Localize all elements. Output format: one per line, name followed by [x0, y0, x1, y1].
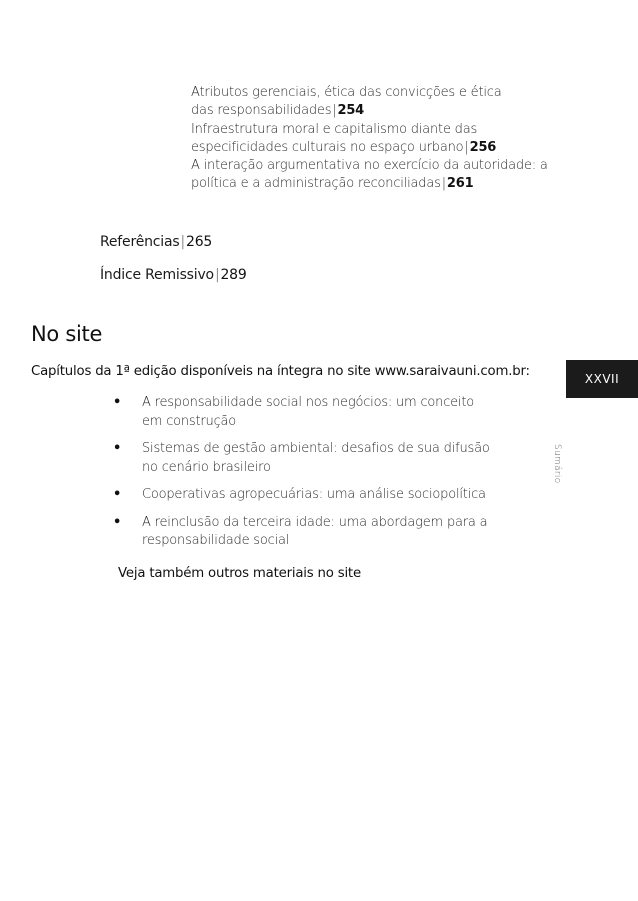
- toc-subentry-line: política e a administração reconciliadas: [191, 176, 441, 192]
- list-item: • Cooperativas agropecuárias: uma análise sociopolítica: [111, 486, 491, 505]
- page-number: 265: [185, 234, 213, 250]
- page-number-tab-label: XXVII: [584, 372, 620, 386]
- chapter-list: [111, 394, 491, 560]
- toc-subentry-line: das responsabilidades: [191, 103, 332, 119]
- toc-entry-label: Índice Remissivo: [100, 267, 214, 283]
- section-title: No site: [31, 322, 103, 346]
- toc-subentries: [191, 84, 551, 194]
- toc-subentry: A interação argumentativa no exercício da autoridade: a política e a administração reconciliadas|261: [191, 158, 548, 192]
- page-number: 261: [446, 176, 474, 192]
- page-number: 289: [220, 267, 247, 283]
- list-item: • Sistemas de gestão ambiental: desafios de sua difusão no cenário brasileiro: [111, 440, 491, 477]
- toc-subentry-line: especificidades culturais no espaço urbano: [191, 139, 464, 155]
- side-section-label: Sumário: [552, 444, 562, 484]
- toc-subentry-line: A interação argumentativa no exercício da autoridade: a: [191, 158, 548, 174]
- toc-subentry-line: Infraestrutura moral e capitalismo diante das: [191, 121, 478, 137]
- page-number: 254: [337, 103, 365, 119]
- list-item: • A responsabilidade social nos negócios: um conceito em construção: [111, 394, 491, 431]
- see-also-text: Veja também outros materiais no site: [118, 566, 361, 581]
- toc-entry-label: Referências: [100, 234, 180, 250]
- site-intro: Capítulos da 1ª edição disponíveis na íntegra no site www.saraivauni.com.br:: [31, 364, 530, 379]
- page-number-tab: [566, 360, 638, 398]
- toc-subentry: Atributos gerenciais, ética das convicções e ética das responsabilidades|254: [191, 85, 502, 119]
- toc-entry-index: Índice Remissivo|289: [100, 267, 247, 283]
- toc-subentry: Infraestrutura moral e capitalismo diante das especificidades culturais no espaço urbano|256: [191, 121, 497, 155]
- toc-subentry-line: Atributos gerenciais, ética das convicções e ética: [191, 85, 502, 100]
- list-item: • A reinclusão da terceira idade: uma abordagem para a responsabilidade social: [111, 514, 491, 551]
- toc-entry-references: Referências|265: [100, 234, 213, 250]
- page-number: 256: [469, 139, 497, 155]
